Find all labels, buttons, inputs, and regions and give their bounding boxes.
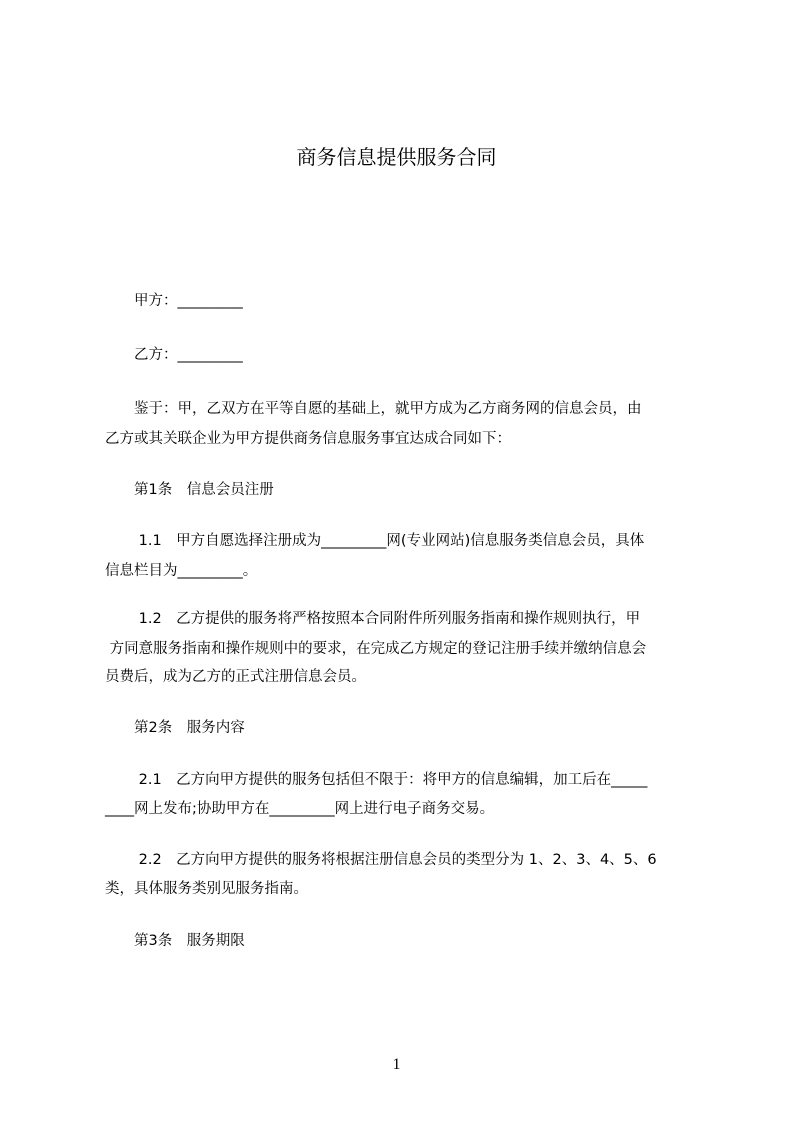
article-2-heading: 第2条 服务内容 (105, 720, 245, 736)
clause-1-2-line-2: 方同意服务指南和操作规则中的要求，在完成乙方规定的登记注册手续并缴纳信息会 (105, 641, 647, 657)
clause-2-1-line-1: 2.1 乙方向甲方提供的服务包括但不限于：将甲方的信息编辑，加工后在_____ (105, 772, 648, 788)
clause-2-2-line-2: 类，具体服务类别见服务指南。 (105, 881, 308, 897)
page-number: 1 (392, 1056, 401, 1073)
clause-1-1-line-2: 信息栏目为_________。 (105, 563, 258, 579)
clause-2-1-line-2: ____网上发布;协助甲方在_________网上进行电子商务交易。 (105, 801, 495, 817)
party-a-line: 甲方：_________ (105, 293, 243, 309)
clause-1-2-line-3: 员费后，成为乙方的正式注册信息会员。 (105, 669, 366, 685)
clause-2-2-line-1: 2.2 乙方向甲方提供的服务将根据注册信息会员的类型分为 1、2、3、4、5、6 (105, 852, 657, 868)
preamble-line-2: 乙方或其关联企业为甲方提供商务信息服务事宜达成合同如下： (105, 431, 511, 447)
article-1-heading: 第1条 信息会员注册 (105, 482, 274, 498)
party-b-line: 乙方：_________ (105, 347, 243, 363)
clause-1-1-line-1: 1.1 甲方自愿选择注册成为_________网(专业网站)信息服务类信息会员，具体 (105, 533, 645, 549)
preamble-line-1: 鉴于：甲，乙双方在平等自愿的基础上，就甲方成为乙方商务网的信息会员，由 (105, 401, 642, 417)
document-title: 商务信息提供服务合同 (296, 145, 497, 169)
clause-1-2-line-1: 1.2 乙方提供的服务将严格按照本合同附件所列服务指南和操作规则执行，甲 (105, 611, 641, 627)
article-3-heading: 第3条 服务期限 (105, 933, 245, 949)
